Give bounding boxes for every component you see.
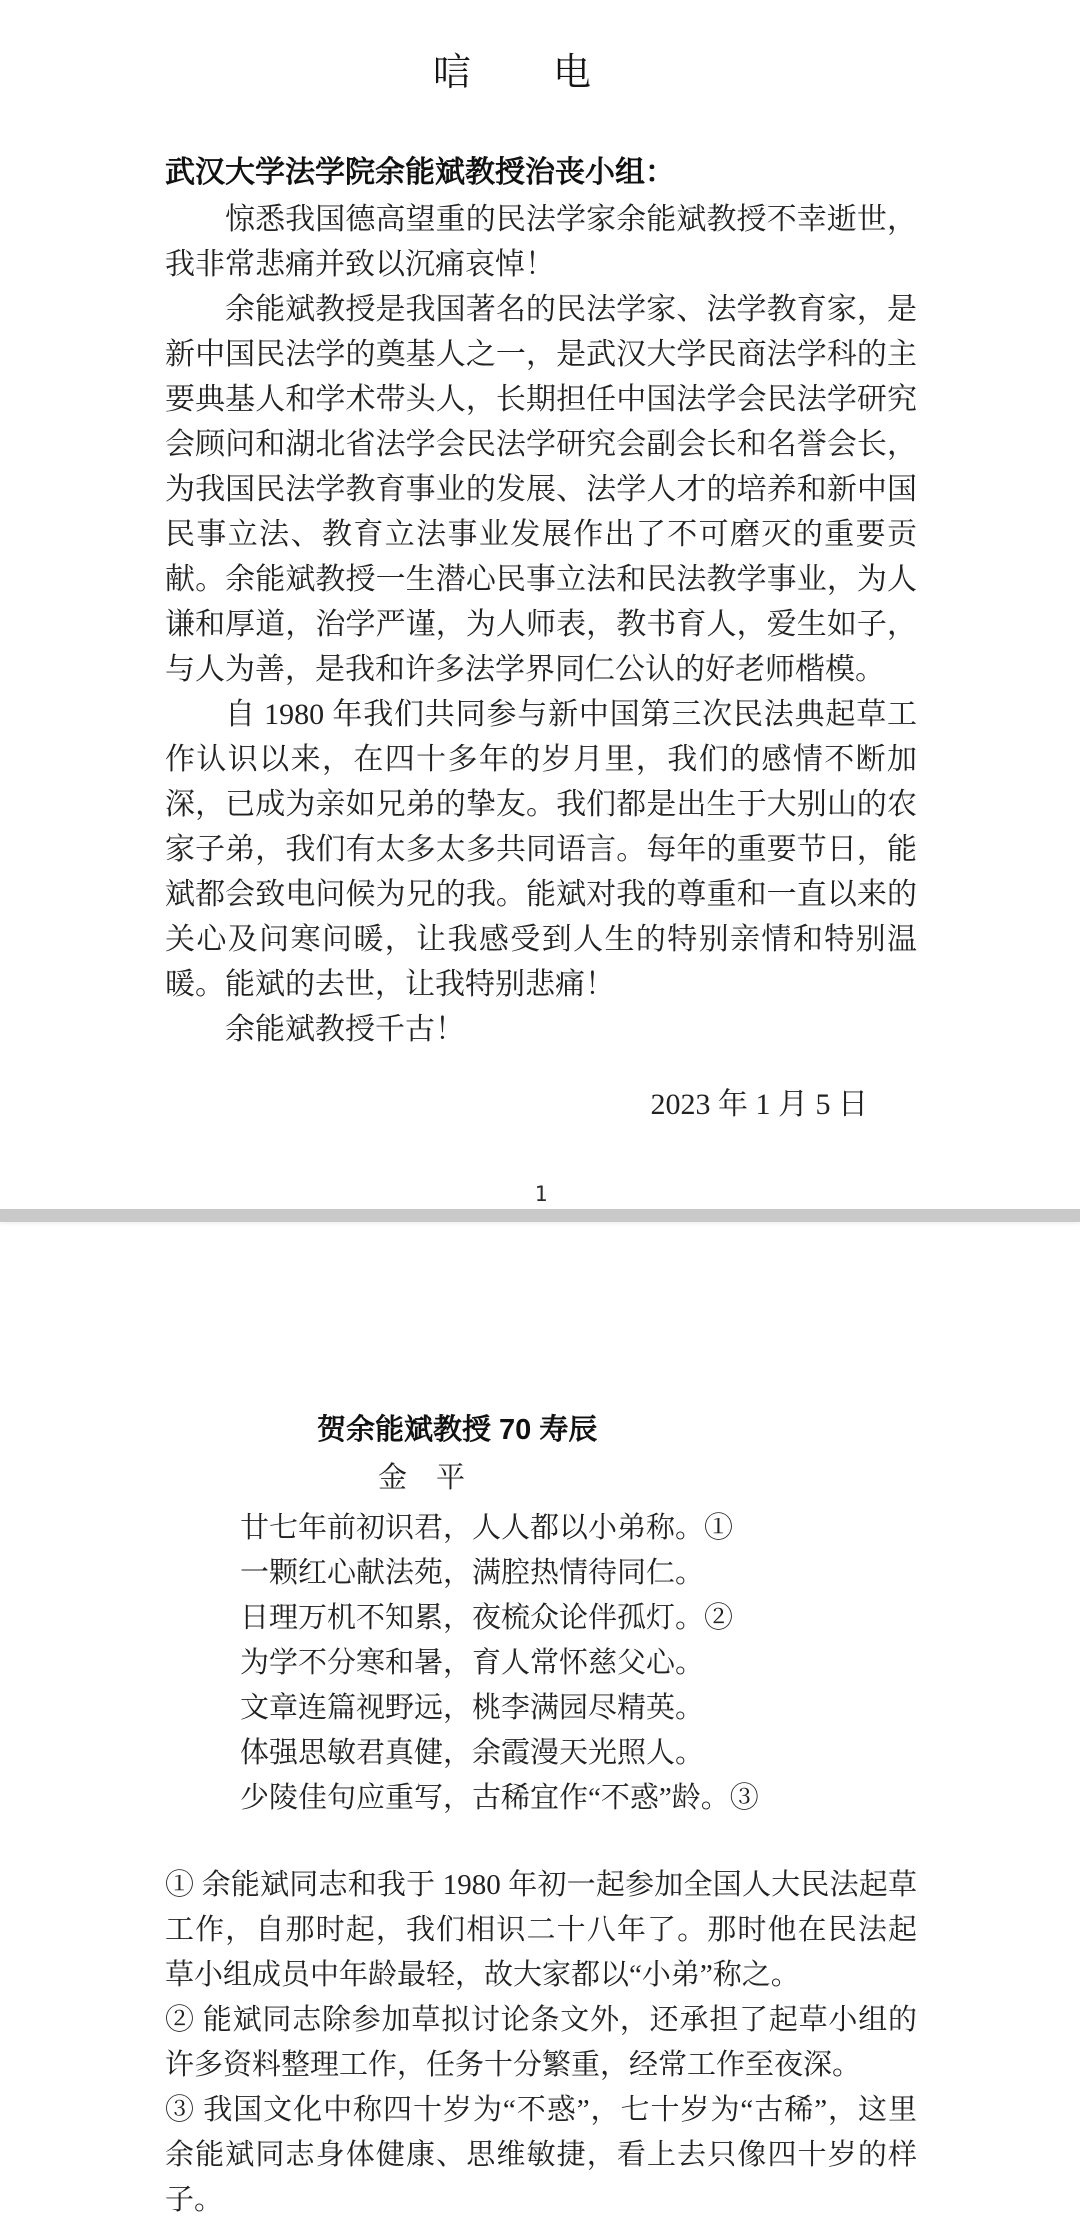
footnote: ① 余能斌同志和我于 1980 年初一起参加全国人大民法起草工作，自那时起，我们相识二十八年了。那时他在民法起草小组成员中年龄最轻，故大家都以“小弟”称之。 (165, 1869, 917, 1991)
poem-lines (240, 1506, 917, 1821)
poem-line: 少陵佳句应重写，古稀宜作“不惑”龄。③ (240, 1782, 759, 1814)
footnote: ② 能斌同志除参加草拟讨论条文外，还承担了起草小组的许多资料整理工作，任务十分繁重，经常工作至夜深。 (165, 2004, 917, 2081)
footnote: ③ 我国文化中称四十岁为“不惑”，七十岁为“古稀”，这里余能斌同志身体健康、思维敏捷，看上去只像四十岁的样子。 (165, 2094, 917, 2216)
body-paragraph: 自 1980 年我们共同参与新中国第三次民法典起草工作认识以来，在四十多年的岁月里，我们的感情不断加深，已成为亲如兄弟的挚友。我们都是出生于大别山的农家子弟，我们有太多太多共同语言。每年的重要节日，能斌都会致电问候为兄的我。能斌对我的尊重和一直以来的关心及问寒问暖，让我感受到人生的特别亲情和特别温暖。能斌的去世，让我特别悲痛！ (165, 698, 917, 1001)
page-1 (0, 50, 1080, 1209)
poem-line: 日理万机不知累，夜梳众论伴孤灯。② (240, 1602, 734, 1634)
footnotes (165, 1863, 917, 2216)
poem-line: 为学不分寒和暑，育人常怀慈父心。 (240, 1647, 705, 1679)
poem-title: 贺余能斌教授 70 寿辰 (317, 1414, 598, 1446)
poem-line: 文章连篇视野远，桃李满园尽精英。 (240, 1692, 705, 1724)
page-number: 1 (534, 1182, 548, 1206)
body-paragraph: 余能斌教授千古！ (225, 1013, 465, 1046)
salutation-line: 武汉大学法学院余能斌教授治丧小组： (165, 156, 675, 189)
date-line: 2023 年 1 月 5 日 (650, 1088, 868, 1121)
body-paragraph: 惊悉我国德高望重的民法学家余能斌教授不幸逝世，我非常悲痛并致以沉痛哀悼！ (165, 203, 917, 281)
page-divider (0, 1209, 1080, 1222)
body-paragraphs (165, 197, 917, 1052)
body-paragraph: 余能斌教授是我国著名的民法学家、法学教育家，是新中国民法学的奠基人之一，是武汉大学民商法学科的主要典基人和学术带头人，长期担任中国法学会民法学研究会顾问和湖北省法学会民法学研究会副会长和名誉会长，为我国民法学教育事业的发展、法学人才的培养和新中国民事立法、教育立法事业发展作出了不可磨灭的重要贡献。余能斌教授一生潜心民事立法和民法教学事业，为人谦和厚道，治学严谨，为人师表，教书育人，爱生如子，与人为善，是我和许多法学界同仁公认的好老师楷模。 (165, 293, 917, 686)
page-2 (0, 1408, 1080, 2216)
document-title: 唁 电 (432, 52, 593, 94)
poem-author: 金 平 (378, 1462, 466, 1494)
poem-line: 一颗红心献法苑，满腔热情待同仁。 (240, 1557, 705, 1589)
poem-line: 体强思敏君真健，余霞漫天光照人。 (240, 1737, 705, 1769)
poem-line: 廿七年前初识君，人人都以小弟称。① (240, 1512, 734, 1544)
